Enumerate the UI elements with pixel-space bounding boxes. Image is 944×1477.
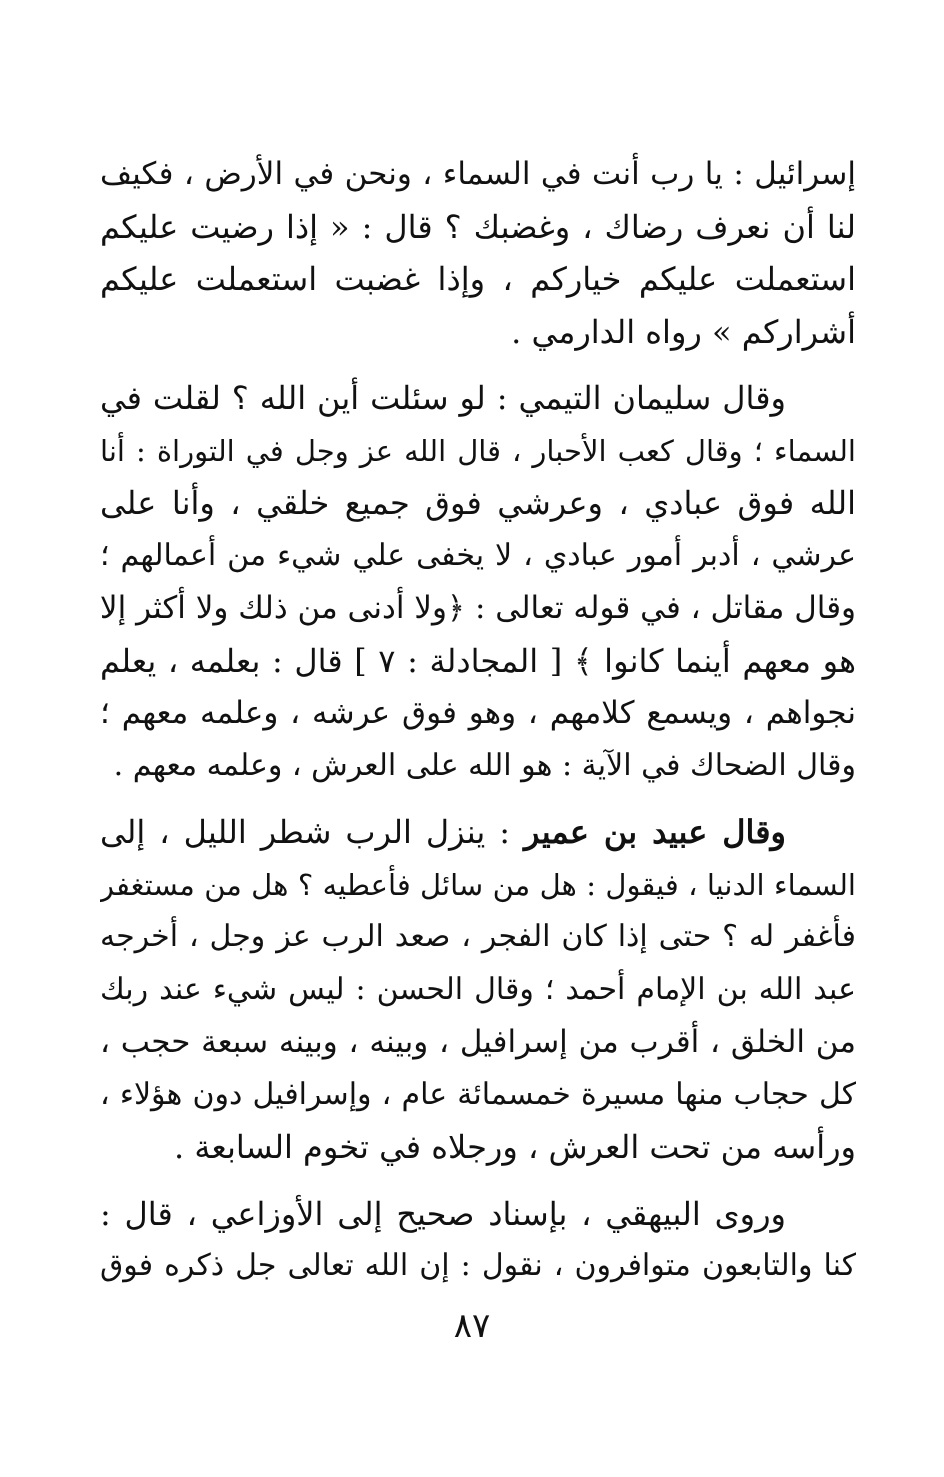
text-line: هو معهم أينما كانوا ﴾ [ المجادلة : ٧ ] قال : بعلمه ، يعلم [100, 641, 856, 680]
body-text [100, 148, 856, 1293]
text-line: كنا والتابعون متوافرون ، نقول : إن الله تعالى جل ذكره فوق [100, 1248, 856, 1283]
text-line: عبد الله بن الإمام أحمد ؛ وقال الحسن : ليس شيء عند ربك [100, 971, 856, 1007]
text-line: عرشي ، أدبر أمور عبادي ، لا يخفى علي شيء من أعمالهم ؛ [100, 537, 856, 573]
paragraph-4 [100, 1188, 856, 1293]
text-line: السماء ؛ وقال كعب الأحبار ، قال الله عز وجل في التوراة : أنا [100, 433, 856, 468]
text-line: وقال سليمان التيمي : لو سئلت أين الله ؟ لقلت في [100, 379, 786, 417]
paragraph-1 [100, 148, 856, 358]
text-line: فأغفر له ؟ حتى إذا كان الفجر ، صعد الرب عز وجل ، أخرجه [100, 919, 856, 954]
paragraph-2 [100, 372, 856, 792]
text-line: السماء الدنيا ، فيقول : هل من سائل فأعطيه ؟ هل من مستغفر [100, 867, 856, 902]
text-line: ورأسه من تحت العرش ، ورجلاه في تخوم السابعة . [174, 1128, 856, 1166]
text-line: إسرائيل : يا رب أنت في السماء ، ونحن في الأرض ، فكيف [100, 156, 856, 192]
text-line: استعملت عليكم خياركم ، وإذا غضبت استعملت عليكم [100, 260, 856, 298]
text-line: أشراركم » رواه الدارمي . [511, 312, 856, 351]
paragraph-3 [100, 806, 856, 1174]
text-line: من الخلق ، أقرب من إسرافيل ، وبينه ، وبينه سبعة حجب ، [100, 1024, 856, 1060]
text-line: نجواهم ، ويسمع كلامهم ، وهو فوق عرشه ، وعلمه معهم ؛ [100, 695, 856, 731]
text-line: لنا أن نعرف رضاك ، وغضبك ؟ قال : « إذا رضيت عليكم [100, 207, 856, 246]
text-line: وروى البيهقي ، بإسناد صحيح إلى الأوزاعي ، قال : [100, 1194, 786, 1233]
text-line: الله فوق عبادي ، وعرشي فوق جميع خلقي ، وأنا على [100, 484, 856, 522]
bold-lead-phrase: وقال عبيد بن عمير [524, 813, 787, 851]
text-line: كل حجاب منها مسيرة خمسمائة عام ، وإسرافيل دون هؤلاء ، [100, 1076, 856, 1112]
text-line-rest: : ينزل الرب شطر الليل ، إلى [100, 813, 525, 851]
text-line: وقال مقاتل ، في قوله تعالى : ﴿ولا أدنى من ذلك ولا أكثر إلا [100, 590, 856, 626]
text-line [100, 806, 856, 859]
text-line: وقال الضحاك في الآية : هو الله على العرش ، وعلمه معهم . [113, 747, 856, 783]
page-number: ٨٧ [453, 1306, 491, 1346]
